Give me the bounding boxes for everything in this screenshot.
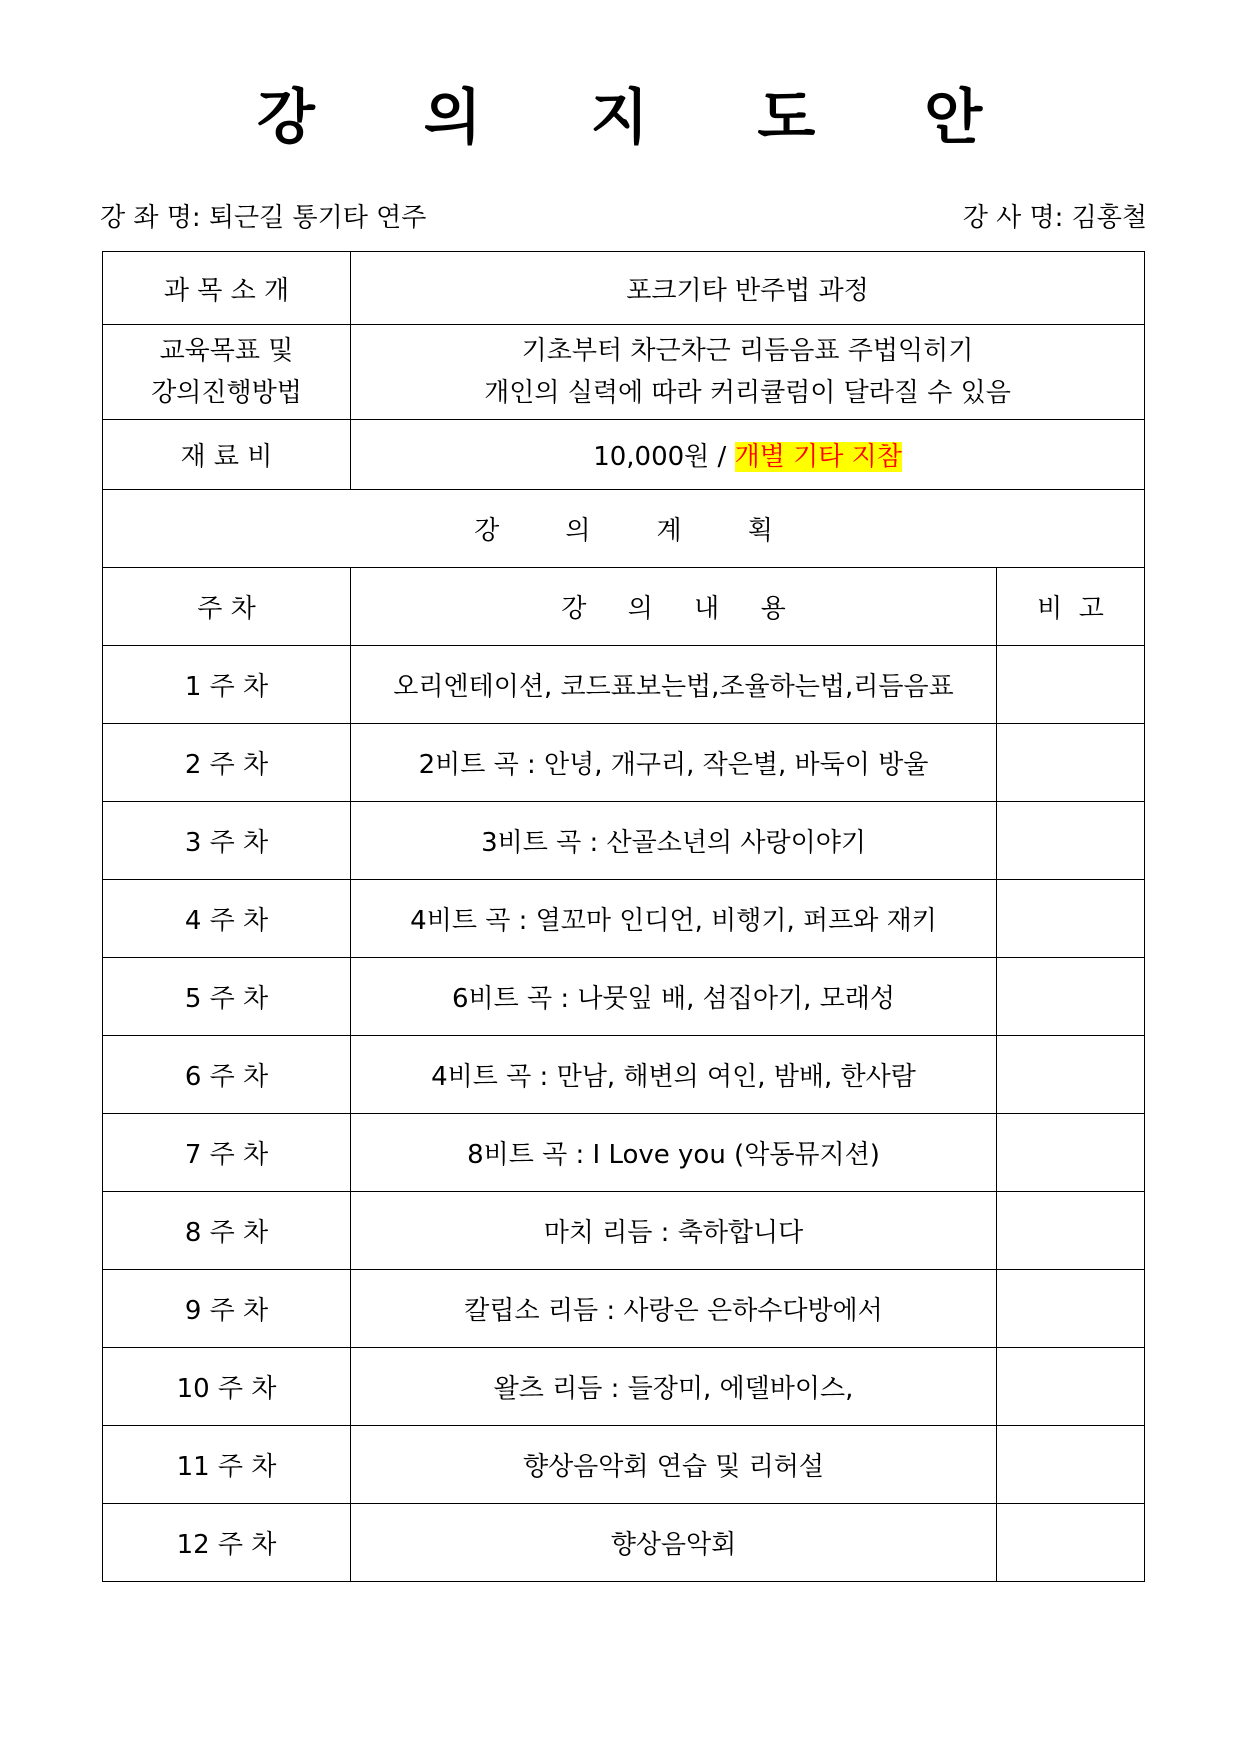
note-cell: [997, 1348, 1145, 1426]
note-cell: [997, 880, 1145, 958]
table-row: [103, 1348, 1145, 1426]
plan-section-title: 강 의 계 획: [103, 490, 1145, 568]
note-cell: [997, 724, 1145, 802]
week-cell: 6 주 차: [103, 1036, 351, 1114]
content-cell: 왈츠 리듬 : 들장미, 에델바이스,: [351, 1348, 997, 1426]
table-row: [103, 1270, 1145, 1348]
note-cell: [997, 802, 1145, 880]
note-cell: [997, 958, 1145, 1036]
week-cell: 8 주 차: [103, 1192, 351, 1270]
goal-value-line-2: 개인의 실력에 따라 커리큘럼이 달라질 수 있음: [484, 378, 1011, 408]
content-cell: 8비트 곡 : I Love you (악동뮤지션): [351, 1114, 997, 1192]
table-row: [103, 1426, 1145, 1504]
material-note-highlight: 개별 기타 지참: [734, 442, 902, 472]
content-cell: 2비트 곡 : 안녕, 개구리, 작은별, 바둑이 방울: [351, 724, 997, 802]
week-cell: 12 주 차: [103, 1504, 351, 1582]
content-cell: 4비트 곡 : 만남, 해변의 여인, 밤배, 한사람: [351, 1036, 997, 1114]
column-header-week: 주 차: [103, 568, 351, 646]
week-cell: 1 주 차: [103, 646, 351, 724]
table-row: [103, 880, 1145, 958]
content-cell: 마치 리듬 : 축하합니다: [351, 1192, 997, 1270]
table-row: [103, 1192, 1145, 1270]
note-cell: [997, 646, 1145, 724]
column-header-content: 강 의 내 용: [351, 568, 997, 646]
subject-label: 과 목 소 개: [103, 252, 351, 325]
goal-label-line-2: 강의진행방법: [151, 378, 302, 408]
content-cell: 오리엔테이션, 코드표보는법,조율하는법,리듬음표: [351, 646, 997, 724]
content-cell: 향상음악회 연습 및 리허설: [351, 1426, 997, 1504]
goal-value: [351, 325, 1145, 420]
subject-row: [103, 252, 1145, 325]
note-cell: [997, 1192, 1145, 1270]
week-cell: 3 주 차: [103, 802, 351, 880]
week-cell: 4 주 차: [103, 880, 351, 958]
table-row: [103, 802, 1145, 880]
document-title: 강 의 지 도 안: [256, 83, 1027, 153]
week-cell: 2 주 차: [103, 724, 351, 802]
note-cell: [997, 1504, 1145, 1582]
table-row: [103, 1114, 1145, 1192]
week-cell: 11 주 차: [103, 1426, 351, 1504]
column-header-note: 비 고: [997, 568, 1145, 646]
course-name: 강 좌 명: 퇴근길 통기타 연주: [100, 203, 427, 233]
table-row: [103, 646, 1145, 724]
material-value: [351, 420, 1145, 490]
note-cell: [997, 1036, 1145, 1114]
table-row: [103, 958, 1145, 1036]
week-cell: 7 주 차: [103, 1114, 351, 1192]
content-cell: 3비트 곡 : 산골소년의 사랑이야기: [351, 802, 997, 880]
table-row: [103, 1036, 1145, 1114]
note-cell: [997, 1114, 1145, 1192]
goal-row: [103, 325, 1145, 420]
content-cell: 칼립소 리듬 : 사랑은 은하수다방에서: [351, 1270, 997, 1348]
instructor-name: 강 사 명: 김홍철: [962, 203, 1147, 233]
table-row: [103, 1504, 1145, 1582]
lecture-plan-table: [102, 251, 1145, 1582]
goal-value-line-1: 기초부터 차근차근 리듬음표 주법익히기: [521, 336, 974, 366]
table-row: [103, 724, 1145, 802]
note-cell: [997, 1270, 1145, 1348]
content-cell: 6비트 곡 : 나뭇잎 배, 섬집아기, 모래성: [351, 958, 997, 1036]
goal-label-line-1: 교육목표 및: [159, 336, 294, 366]
week-cell: 5 주 차: [103, 958, 351, 1036]
subject-value: 포크기타 반주법 과정: [351, 252, 1145, 325]
material-row: [103, 420, 1145, 490]
goal-label: [103, 325, 351, 420]
material-label: 재 료 비: [103, 420, 351, 490]
note-cell: [997, 1426, 1145, 1504]
plan-section-row: [103, 490, 1145, 568]
material-fee: 10,000원 /: [593, 442, 735, 472]
week-cell: 10 주 차: [103, 1348, 351, 1426]
content-cell: 향상음악회: [351, 1504, 997, 1582]
plan-rows: [103, 646, 1145, 1582]
plan-header-row: [103, 568, 1145, 646]
week-cell: 9 주 차: [103, 1270, 351, 1348]
content-cell: 4비트 곡 : 열꼬마 인디언, 비행기, 퍼프와 재키: [351, 880, 997, 958]
